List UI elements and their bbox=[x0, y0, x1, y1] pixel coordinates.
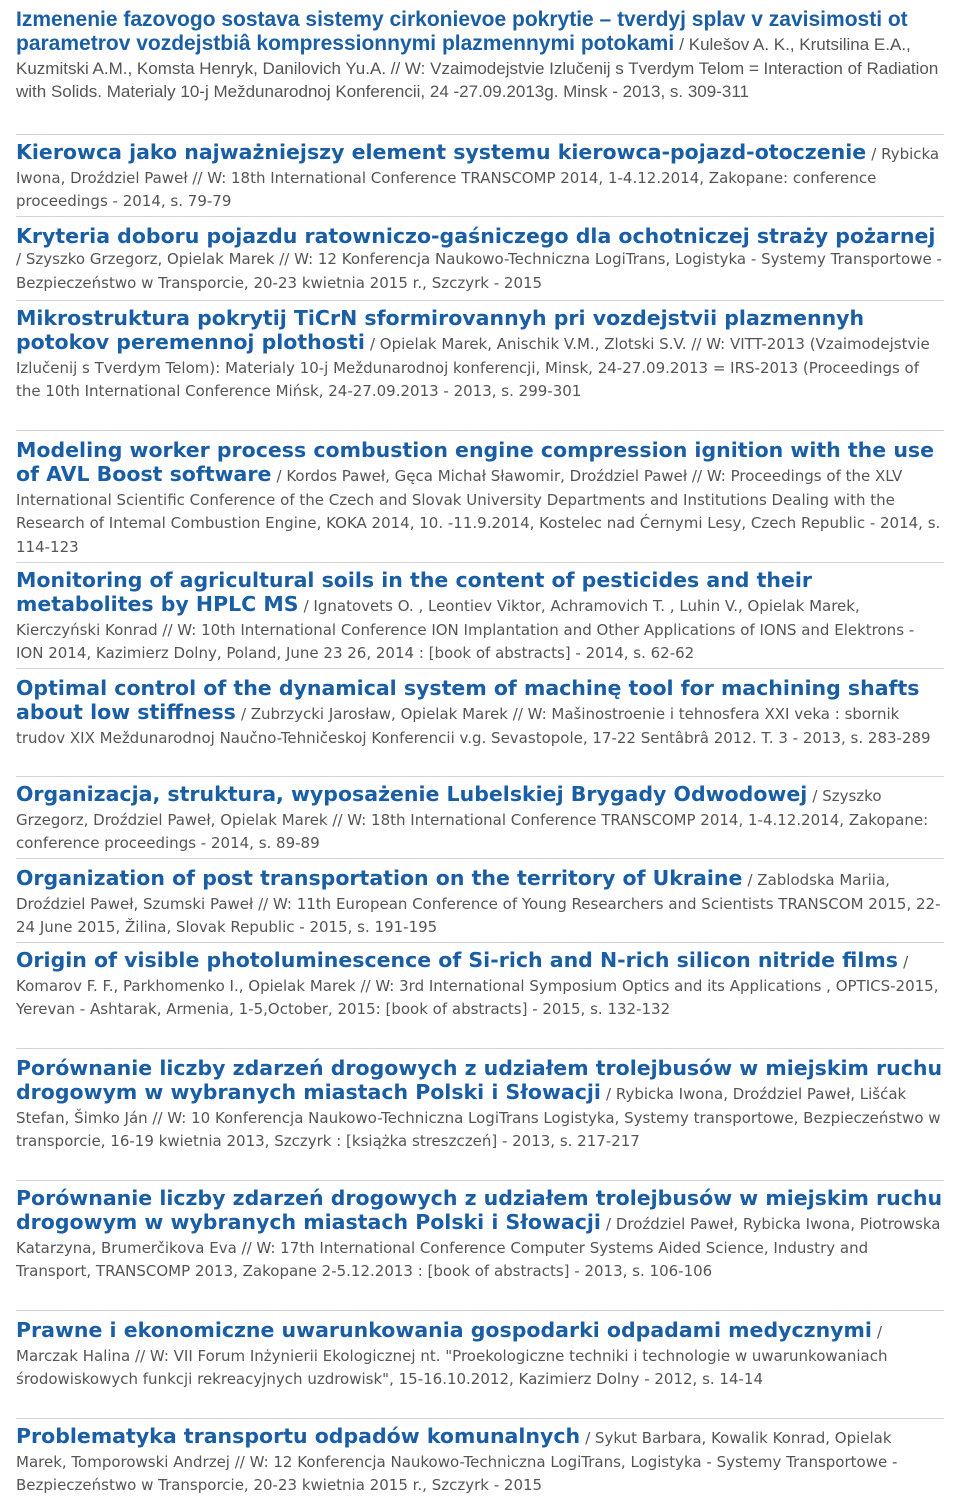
publication-title-link[interactable]: Prawne i ekonomiczne uwarunkowania gospodarki odpadami medycznymi bbox=[16, 1318, 872, 1342]
publication-title-link[interactable]: Problematyka transportu odpadów komunalnych bbox=[16, 1424, 581, 1448]
publication-title-link[interactable]: Kryteria doboru pojazdu ratowniczo-gaśniczego dla ochotniczej straży pożarnej bbox=[16, 224, 936, 248]
publication-title-link[interactable]: Monitoring of agricultural soils in the content of pesticides and their metabolites by HPLC MS bbox=[16, 568, 813, 616]
list-item bbox=[16, 948, 944, 1049]
publication-details: / Kulešov A. K., Krutsilina E.A., Kuzmitski A.M., Komsta Henryk, Danilovich Yu.A. // W: Vzaimodejstvie Izlučenij s Tverdym Telom = Interaction of Radiation with Solids. Materialy 10-j Meždunarodnoj Konferencii, 24 -27.09.2013g. Minsk - 2013, s. 309-311 bbox=[16, 35, 939, 101]
list-item bbox=[16, 866, 944, 943]
list-item bbox=[16, 438, 944, 563]
publication-title-link[interactable]: Porównanie liczby zdarzeń drogowych z udziałem trolejbusów w miejskim ruchu drogowym w wybranych miastach Polski i Słowacji bbox=[16, 1186, 943, 1234]
publication-details: / Droździel Paweł, Rybicka Iwona, Piotrowska Katarzyna, Brumerčikova Eva // W: 17th International Conference Computer Systems Aided Science, Industry and Transport, TRANSCOMP 2013, Zakopane 2-5.12.2013 : [book of abstracts] - 2013, s. 106-106 bbox=[16, 1215, 941, 1280]
list-item bbox=[16, 1424, 944, 1505]
publication-title-link[interactable]: Organization of post transportation on the territory of Ukraine bbox=[16, 866, 743, 890]
publication-details: / Komarov F. F., Parkhomenko I., Opielak Marek // W: 3rd International Symposium Optics and its Applications , OPTICS-2015, Yerevan - Ashtarak, Armenia, 1-5,October, 2015: [book of abstracts] - 2015, s. 132-132 bbox=[16, 953, 939, 1018]
publication-title-link[interactable]: Organizacja, struktura, wyposażenie Lubelskiej Brygady Odwodowej bbox=[16, 782, 808, 806]
publication-title-link[interactable]: Mikrostruktura pokrytij TiCrN sformirovannyh pri vozdejstvii plazmennyh potokov peremennoj plothosti bbox=[16, 306, 865, 354]
list-item bbox=[16, 676, 944, 777]
publication-details: / Szyszko Grzegorz, Opielak Marek // W: 12 Konferencja Naukowo-Techniczna LogiTrans, Logistyka - Systemy Transportowe - Bezpieczeństwo w Transporcie, 20-23 kwietnia 2015 r., Szczyrk - 2015 bbox=[16, 250, 942, 292]
publication-details: / Sykut Barbara, Kowalik Konrad, Opielak Marek, Tomporowski Andrzej // W: 12 Konferencja Naukowo-Techniczna LogiTrans, Logistyka - Systemy Transportowe - Bezpieczeństwo w Transporcie, 20-23 kwietnia 2015 r., Szczyrk - 2015 bbox=[16, 1429, 898, 1494]
publication-details: / Zablodska Mariia, Droździel Paweł, Szumski Paweł // W: 11th European Conference of Young Researchers and Scientists TRANSCOM 2015, 22-24 June 2015, Žilina, Slovak Republic - 2015, s. 191-195 bbox=[16, 871, 941, 936]
publication-details: / Rybicka Iwona, Droździel Paweł, Lišćak Stefan, Šimko Ján // W: 10 Konferencja Naukowo-Techniczna LogiTrans Logistyka, Systemy transportowe, Bezpieczeństwo w transporcie, 16-19 kwietnia 2013, Szczyrk : [książka streszczeń] - 2013, s. 217-217 bbox=[16, 1085, 941, 1150]
list-item bbox=[16, 140, 944, 217]
publication-details: / Kordos Paweł, Gęca Michał Sławomir, Droździel Paweł // W: Proceedings of the XLV International Scientific Conference of the Czech and Slovak University Departments and Institutions Dealing with the Research of Intemal Combustion Engine, KOKA 2014, 10. -11.9.2014, Kostelec nad Ćernymi Lesy, Czech Republic - 2014, s. 114-123 bbox=[16, 467, 941, 556]
publication-details: / Opielak Marek, Anischik V.M., Zlotski S.V. // W: VITT-2013 (Vzaimodejstvie Izlučenij s Tverdym Telom): Materialy 10-j Meždunarodnoj konferencji, Minsk, 24-27.09.2013 = IRS-2013 (Proceedings of the 10th International Conference Mińsk, 24-27.09.2013 - 2013, s. 299-301 bbox=[16, 335, 930, 400]
publication-title-link[interactable]: Origin of visible photoluminescence of Si-rich and N-rich silicon nitride films bbox=[16, 948, 898, 972]
list-item bbox=[16, 306, 944, 431]
list-item bbox=[16, 1318, 944, 1419]
list-item bbox=[16, 1056, 944, 1181]
publication-title-link[interactable]: Porównanie liczby zdarzeń drogowych z udziałem trolejbusów w miejskim ruchu drogowym w wybranych miastach Polski i Słowacji bbox=[16, 1056, 943, 1104]
publication-details: / Marczak Halina // W: VII Forum Inżynierii Ekologicznej nt. "Proekologiczne techniki i technologie w uwarunkowaniach środowiskowych funkcji rekreacyjnych uzdrowisk", 15-16.10.2012, Kazimierz Dolny - 2012, s. 14-14 bbox=[16, 1323, 888, 1388]
publication-details: / Szyszko Grzegorz, Droździel Paweł, Opielak Marek // W: 18th International Conference TRANSCOMP 2014, 1-4.12.2014, Zakopane: conference proceedings - 2014, s. 89-89 bbox=[16, 787, 929, 852]
list-item bbox=[16, 224, 944, 301]
list-item bbox=[16, 568, 944, 669]
publication-title-link[interactable]: Kierowca jako najważniejszy element systemu kierowca-pojazd-otoczenie bbox=[16, 140, 867, 164]
list-item bbox=[16, 8, 944, 135]
publication-details: / Rybicka Iwona, Droździel Paweł // W: 18th International Conference TRANSCOMP 2014, 1-4.12.2014, Zakopane: conference proceedings - 2014, s. 79-79 bbox=[16, 145, 940, 210]
publication-title-link[interactable]: Optimal control of the dynamical system of machinę tool for machining shafts about low stiffness bbox=[16, 676, 920, 724]
publication-title-link[interactable]: Modeling worker process combustion engine compression ignition with the use of AVL Boost software bbox=[16, 438, 935, 486]
publication-details: / Ignatovets O. , Leontiev Viktor, Achramovich T. , Luhin V., Opielak Marek, Kierczyński Konrad // W: 10th International Conference ION Implantation and Other Applications of IONS and Elektrons - ION 2014, Kazimierz Dolny, Poland, June 23 26, 2014 : [book of abstracts] - 2014, s. 62-62 bbox=[16, 597, 915, 662]
publication-details: / Zubrzycki Jarosław, Opielak Marek // W: Mašinostroenie i tehnosfera XXI veka : sbornik trudov XIX Meždunarodnoj Naučno-Tehničeskoj Konferencii v.g. Sevastopole, 17-22 Sentâbrâ 2012. T. 3 - 2013, s. 283-289 bbox=[16, 705, 931, 747]
publication-title-link[interactable]: Izmenenie fazovogo sostava sistemy cirkonievoe pokrytie – tverdyj splav v zavisimosti ot parametrov vozdejstbiâ kompressionnymi plazmennymi potokami bbox=[16, 8, 908, 55]
list-item bbox=[16, 1186, 944, 1311]
list-item bbox=[16, 782, 944, 859]
